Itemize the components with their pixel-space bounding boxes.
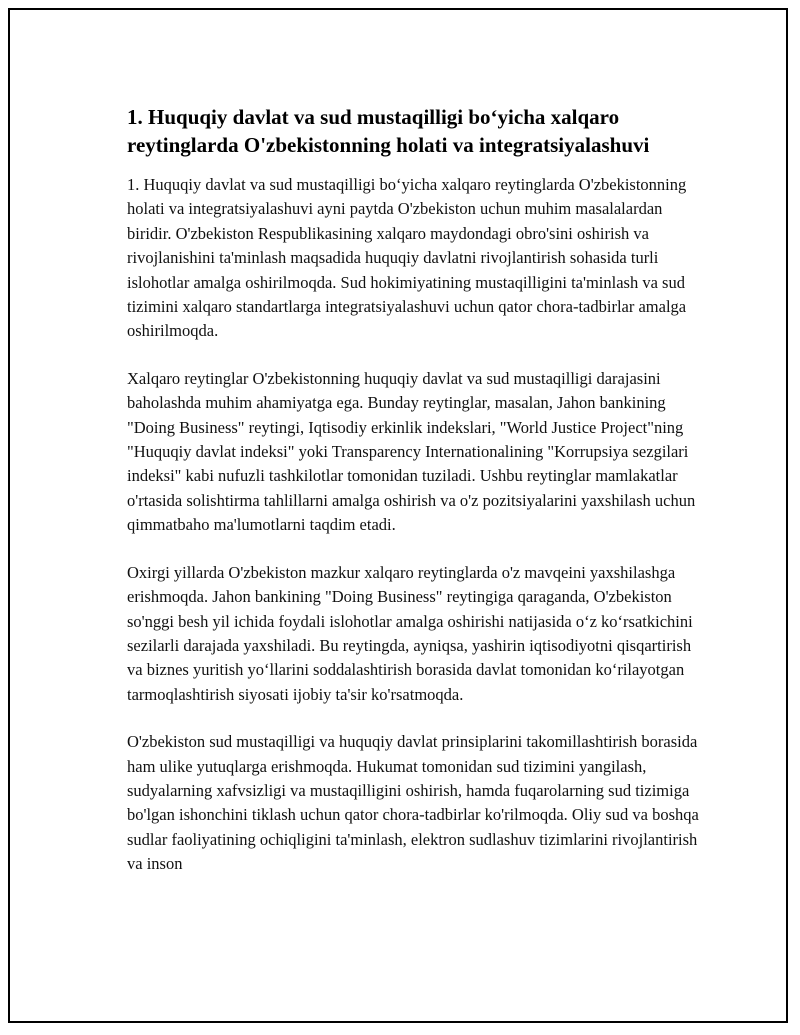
document-heading: 1. Huquqiy davlat va sud mustaqilligi bo‘yicha xalqaro reytinglarda O'zbekistonning holati va integratsiyalashuvi — [127, 105, 650, 157]
document-body — [127, 103, 702, 900]
paragraph-3: Oxirgi yillarda O'zbekiston mazkur xalqaro reytinglarda o'z mavqeini yaxshilashga erishmoqda. Jahon bankining "Doing Business" reytingiga qaraganda, O'zbekiston so'nggi besh yil ichida foydali islohotlar amalga oshirishi natijasida o‘z ko‘rsatkichini sezilarli darajada yaxshiladi. Bu reytingda, ayniqsa, yashirin iqtisodiyotni qisqartirish va biznes yuritish yo‘llarini soddalashtirish borasida davlat tomonidan ko‘rilayotgan tarmoqlashtirish siyosati ijobiy ta'sir ko'rsatmoqda. — [127, 562, 693, 704]
paragraph-1: 1. Huquqiy davlat va sud mustaqilligi bo‘yicha xalqaro reytinglarda O'zbekistonning holati va integratsiyalashuvi ayni paytda O'zbekiston uchun muhim masalalardan biridir. O'zbekiston Respublikasining xalqaro maydondagi obro'sini oshirish va rivojlanishini ta'minlash maqsadida huquqiy davlatni rivojlantirish sohasida turli islohotlar amalga oshirilmoqda. Sud hokimiyatining mustaqilligini ta'minlash va sud tizimini xalqaro standartlarga integratsiyalashuvi uchun qator chora-tadbirlar amalga oshirilmoqda. — [127, 175, 687, 341]
paragraph-4: O'zbekiston sud mustaqilligi va huquqiy davlat prinsiplarini takomillashtirish borasida ham ulike yutuqlarga erishmoqda. Hukumat tomonidan sud tizimini yangilash, sudyalarning xafvsizligi va mustaqilligini oshirish, hamda fuqarolarning sud tizimiga bo'lgan ishonchini tiklash uchun qator chora-tadbirlar ko'rilmoqda. Oliy sud va boshqa sudlar faoliyatining ochiqligini ta'minlash, elektron sudlashuv tizimlarini rivojlantirish va inson — [127, 732, 699, 874]
paragraph-2: Xalqaro reytinglar O'zbekistonning huquqiy davlat va sud mustaqilligi darajasini baholashda muhim ahamiyatga ega. Bunday reytinglar, masalan, Jahon bankining "Doing Business" reytingi, Iqtisodiy erkinlik indekslari, "World Justice Project"ning "Huquqiy davlat indeksi" yoki Transparency Internationalining "Korrupsiya sezgilari indeksi" kabi nufuzli tashkilotlar tomonidan tuziladi. Ushbu reytinglar mamlakatlar o'rtasida solishtirma tahlillarni amalga oshirish va o'z pozitsiyalarini yaxshilash uchun qimmatbaho ma'lumotlarni taqdim etadi. — [127, 368, 696, 535]
page-frame — [8, 8, 788, 1023]
